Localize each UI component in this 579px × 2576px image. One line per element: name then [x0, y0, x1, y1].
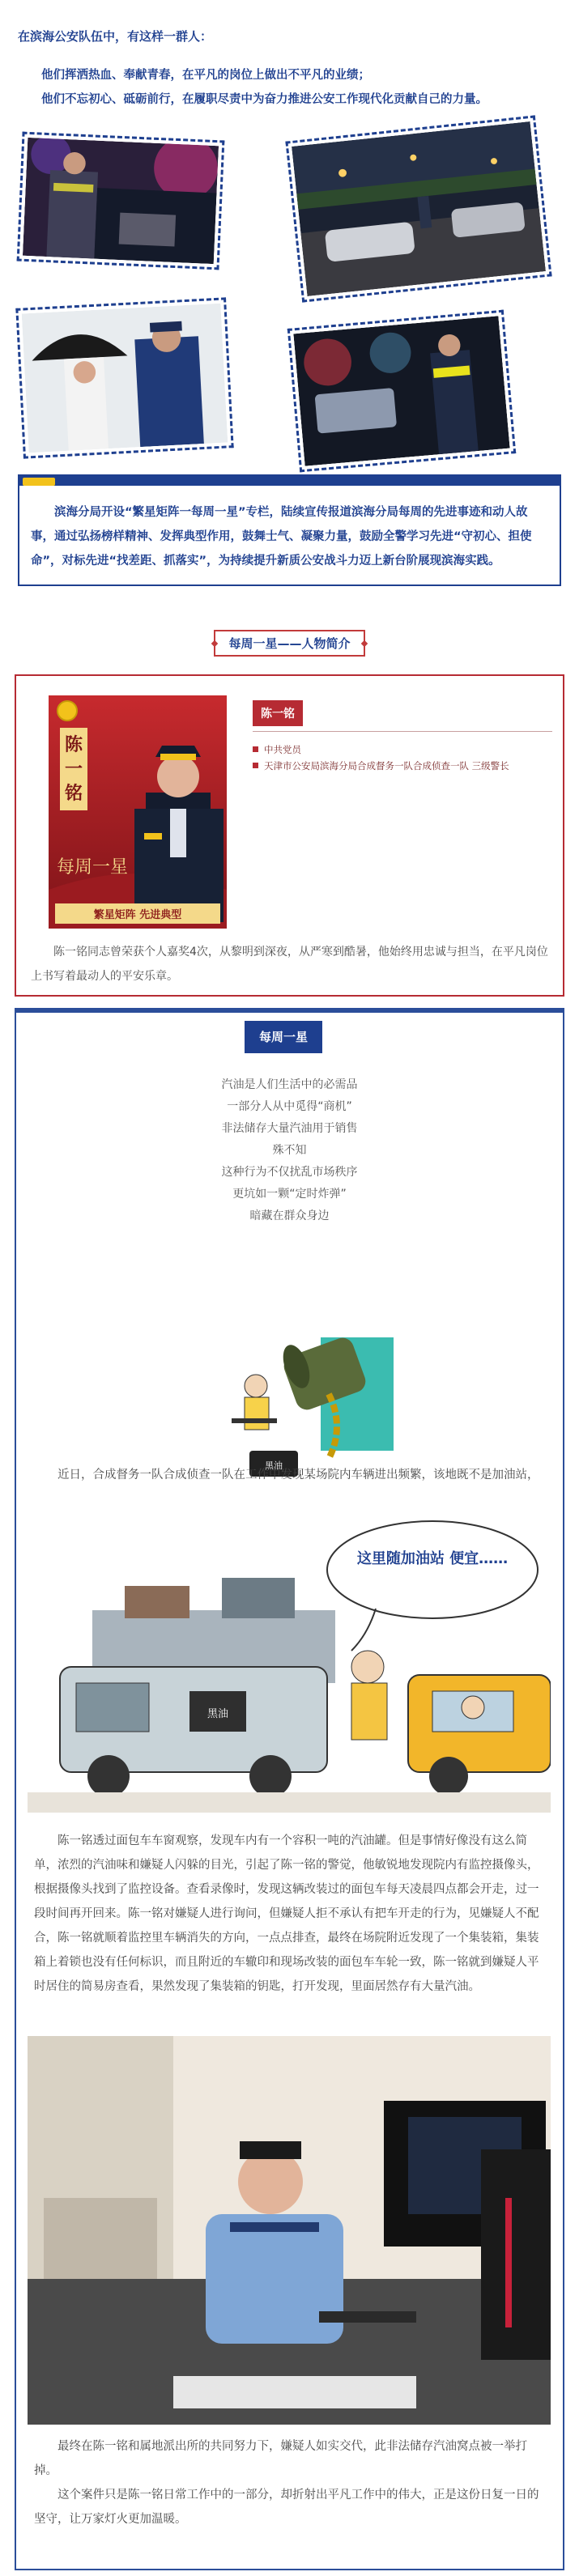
poem-line: 汽油是人们生活中的必需品 — [221, 1078, 358, 1091]
poem-line: 一部分人从中觅得“商机” — [227, 1100, 352, 1113]
profile-caption: 陈一铭同志曾荣获个人嘉奖4次，从黎明到深夜，从严寒到酷暑，他始终用忠诚与担当，在平凡岗位上书写着最动人的平安乐章。 — [31, 946, 548, 983]
intro-section — [0, 0, 579, 112]
poem-line: 殊不知 — [272, 1144, 307, 1157]
photo-traffic-checkpoint — [285, 115, 551, 302]
story-poem — [16, 1074, 563, 1227]
photo-officer-helping-citizen — [15, 297, 233, 458]
speech-bubble-text: 这里随加油站 便宜…… — [356, 1550, 509, 1567]
profile-card — [15, 674, 564, 997]
intro-paragraph-1: 他们挥洒热血、奉献青春，在平凡的岗位上做出不平凡的业绩； — [41, 69, 370, 82]
column-intro-box — [18, 474, 561, 586]
profile-divider — [253, 731, 552, 732]
poem-line: 暗藏在群众身边 — [249, 1209, 330, 1222]
box-tag — [23, 478, 55, 486]
poem-line: 这种行为不仅扰乱市场秩序 — [221, 1166, 358, 1179]
poster-name: 陈一铭 — [60, 728, 87, 810]
intro-heading: 在滨海公安队伍中，有这样一群人： — [18, 29, 213, 44]
poem-line: 更坑如一颗“定时炸弹” — [232, 1188, 347, 1201]
photo-police-night-1 — [17, 132, 225, 270]
profile-poster — [49, 695, 227, 929]
story-panel — [15, 1008, 564, 2570]
story-paragraph-3: 最终在陈一铭和属地派出所的共同努力下，嫌疑人如实交代，此非法储存汽油窝点被一举打掉。 — [34, 2440, 527, 2477]
column-intro-text: 滨海分局开设“繁星矩阵一每周一星”专栏，陆续宣传报道滨海分局每周的先进事迹和动人故事，通过弘扬榜样精神、发挥典型作用，鼓舞士气、凝聚力量，鼓励全警学习先进“守初心、担使命”，对标先进“找差距、抓落实”，为持续提升新质公安战斗力迈上新台阶展现滨海实践。 — [31, 506, 532, 567]
illustration-fuel-barrel — [207, 1329, 402, 1483]
section-title: 每周一星——人物简介 — [214, 630, 364, 657]
story-title: 每周一星 — [245, 1021, 322, 1053]
story-paragraph-4: 这个案件只是陈一铭日常工作中的一部分，却折射出平凡工作中的伟大，正是这份日复一日的坚守，让万家灯火更加温暖。 — [34, 2489, 539, 2526]
illustration-van-scene — [28, 1489, 551, 1813]
story-paragraph-1: 近日，合成督务一队合成侦查一队在工作中发现某场院内车辆进出频繁，该地既不是加油站， — [57, 1469, 539, 1481]
poster-slogan: 繁星矩阵 先进典型 — [55, 903, 220, 924]
photo-officer-at-computer — [28, 2036, 551, 2425]
poem-line: 非法储存大量汽油用于销售 — [221, 1122, 358, 1135]
barrel-sign-text: 黑油 — [265, 1460, 283, 1471]
photo-collage — [0, 118, 579, 468]
intro-paragraph-2: 他们不忘初心、砥砺前行，在履职尽责中为奋力推进公安工作现代化贡献自己的力量。 — [41, 93, 487, 106]
poster-star-title: 每周一星 — [57, 857, 129, 878]
van-sign-text: 黑油 — [206, 1708, 229, 1720]
police-emblem-icon — [57, 700, 78, 721]
section-title-wrap — [0, 630, 579, 657]
photo-police-night-2 — [287, 310, 516, 473]
profile-detail-position: 天津市公安局滨海分局合成督务一队合成侦查一队 三级警长 — [253, 758, 552, 774]
profile-details — [253, 742, 552, 774]
profile-info — [253, 700, 552, 774]
box-header-bar — [18, 474, 561, 486]
profile-detail-party: 中共党员 — [253, 742, 552, 758]
story-paragraph-2: 陈一铭透过面包车车窗观察，发现车内有一个容积一吨的汽油罐。但是事情好像没有这么简单，浓烈的汽油味和嫌疑人闪躲的目光，引起了陈一铭的警觉，他敏锐地发现院内有监控摄像头，根据摄像头找到了监控设备。查看录像时，发现这辆改装过的面包车每天凌晨四点都会开走，过一段时间再开回来。陈一铭对嫌疑人进行询问，但嫌疑人拒不承认有把车开走的行为，见嫌疑人不配合，陈一铭就顺着监控里车辆消失的方向，一点点排查，最终在场院附近发现了一个集装箱，集装箱上着锁也没有任何标识，而且附近的车辙印和现场改装的面包车车轮一致，陈一铭就到嫌疑人平时居住的简易房查看，果然发现了集装箱的钥匙，打开发现，里面居然存有大量汽油。 — [34, 1834, 539, 1993]
profile-name: 陈一铭 — [253, 700, 303, 726]
story-top-stripe — [16, 1010, 563, 1013]
